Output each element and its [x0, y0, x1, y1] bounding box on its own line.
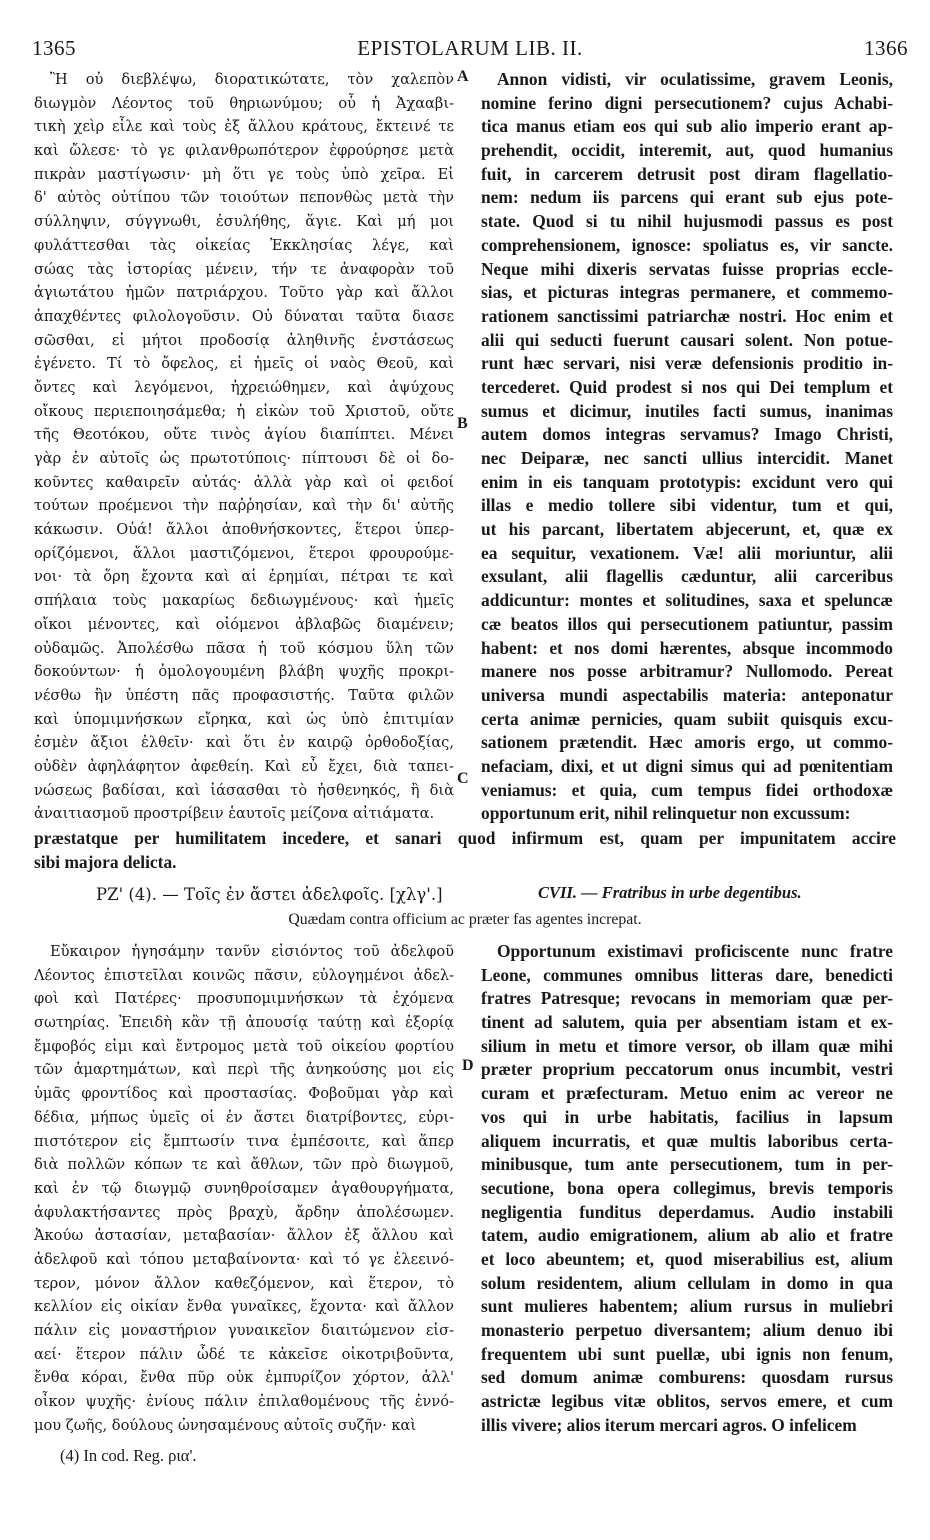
text-line: sibi majora delicta.	[34, 851, 177, 872]
margin-marker-b: B	[457, 415, 468, 432]
text-line: πάλιν εἰς μοναστήριον γυναικεῖον διαιτώμενον εἰσ-	[34, 1322, 454, 1339]
text-line: σπήλαια τοὺς μακαρίως δεδιωγμένους· καὶ ἡμεῖς	[34, 592, 454, 610]
text-line: τῶν ἁμαρτημάτων, καὶ περὶ τῆς ἀνηκούσης μοι εἰς	[34, 1061, 454, 1079]
text-line: πικρὰν μαστίγωσιν· μὴ ὅτι γε τοὺς ὑπὸ χεῖρα. Εἰ	[34, 165, 454, 183]
text-line: runt hæc servari, nisi veræ defensionis proditio in-	[481, 353, 893, 374]
text-line: ἀδελφοῦ καὶ τόπου μεταβαίνοντα· καὶ τό γε ἐλεεινό-	[34, 1250, 454, 1268]
text-line: νώσεως βαδίσαι, καὶ ἰάσασθαι τὸ ἠσθενηκός, ἢ διὰ	[34, 781, 454, 799]
text-line: Leone, communes omnibus litteras dare, benedicti	[481, 964, 893, 985]
text-line: φοὶ καὶ Πατέρες· προσυπομιμνήσκων τὰ ἐχόμενα	[34, 990, 454, 1008]
text-line: illis vivere; alios iterum mercari agros. O infelicem	[481, 1414, 857, 1435]
text-line: curam et præfecturam. Metuo enim ac vereor ne	[481, 1083, 893, 1104]
text-line: Annon vidisti, vir oculatissime, gravem Leonis,	[497, 69, 893, 89]
spanning-text	[34, 827, 896, 874]
text-line: Ἀκούω ἀστασίαν, μεταβασίαν· ἄλλον ἐξ ἄλλου καὶ	[34, 1227, 454, 1245]
text-line: τούτων προέμενοι τὴν παῤῥησίαν, καὶ τὴν δι' αὐτῆς	[34, 497, 454, 515]
text-line: καὶ ὤλεσε· τὸ γε φιλανθρωπότερον ἐφρούρησε μετὰ	[34, 142, 454, 160]
text-line: nem: nedum iis parcens qui erant sub ejus pote-	[481, 187, 893, 208]
text-line: præstatque per humilitatem incedere, et sanari quod infirmum est, quam per impunitatem accire	[34, 828, 896, 848]
margin-marker-d: D	[462, 1057, 474, 1074]
text-line: μου ζωῆς, δούλους ὠνησαμένους αὐτοῖς συζῆν· καὶ	[34, 1416, 417, 1434]
text-line: σύλληψιν, σύγγνωθι, ἐσυλήθης, ἅγιε. Καὶ μή μοι	[34, 213, 454, 231]
text-line: ea sequitur, vexationem. Væ! alii moriuntur, alii	[481, 542, 893, 563]
text-line: secutione, bona opera collegimus, brevis temporis	[481, 1177, 893, 1198]
text-line: veniamus: et quia, cum tempus fidei orthodoxæ	[481, 779, 893, 800]
text-line: οἶκον ψυχῆς· ἐνίους πάλιν ἐπιλαθομένους τῆς ἐννό-	[34, 1393, 454, 1411]
text-line: φυλάττεσθαι τὰς οἰκείας Ἐκκλησίας λέγε, καὶ	[34, 236, 454, 254]
text-line: τερον, μόνον ἄλλον καθεζόμενον, καὶ ἕτερον, τὸ	[34, 1274, 454, 1292]
text-line: certa animæ pernicies, quam subiit quisquis excu-	[481, 708, 893, 729]
text-line: ἁγιωτάτου ἡμῶν πατριάρχου. Τοῦτο γὰρ καὶ ἄλλοι	[34, 284, 454, 302]
margin-marker-a: A	[457, 68, 469, 85]
text-line: manere nos posse arbitramur? Nullomodo. Pereat	[481, 661, 893, 682]
text-line: monasterio perpetuo diversantem; alium denuo ibi	[481, 1320, 893, 1340]
text-line: ἀναιτιασμοῦ προστρίβειν ἑαυτοῖς μείζονα αἰτιάματα.	[34, 805, 435, 823]
text-line: οἴκους περιεποιησάμεθα; ἡ εἰκὼν τοῦ Χριστοῦ, οὔτε	[34, 402, 454, 420]
text-line: Λέοντος ἐπιστεῖλαι κοινῶς πᾶσιν, εὐλογημένοι ἀδελ-	[34, 966, 454, 984]
running-title: EPISTOLARUM LIB. II.	[357, 36, 583, 60]
section-heading-latin: CVII. — Fratribus in urbe degentibus.	[538, 883, 802, 902]
footnote: (4) In cod. Reg. ρια'.	[60, 1446, 197, 1465]
text-line: κάκωσιν. Οὐά! ἄλλοι ἀποθνήσκοντες, ἕτεροι ὑπερ-	[34, 521, 454, 539]
text-line: Εὔκαιρον ἡγησάμην τανῦν εἰσιόντος τοῦ ἀδελφοῦ	[50, 943, 454, 960]
text-line: διωγμὸν Λέοντος τοῦ θηριωνύμου; οὗ ἡ Ἀχααβι-	[34, 94, 454, 112]
text-line: δ' αὐτὸς οὐτίπου τῶν τοιούτων πεπονθὼς μετὰ τὴν	[34, 189, 454, 207]
text-line: autem domos integras servamus? Imago Christi,	[481, 424, 893, 445]
text-line: nomine ferino digni persecutionem? cujus Achabi-	[481, 92, 893, 113]
text-line: τῆς Θεοτόκου, οὔτε τινὸς ἁγίου διαπίπτει. Μένει	[34, 426, 454, 444]
text-line: nefaciam, dixi, et ut digni simus qui ad pœnitentiam	[481, 755, 893, 776]
text-line: δέδια, μήπως ὑμεῖς οἱ ἐν ἄστει διατρίβοντες, εὐρι-	[34, 1108, 454, 1126]
text-line: κελλίον εἰς οἰκίαν ἔνθα γυναῖκες, ἔχοντα· καὶ ἄλλον	[34, 1298, 454, 1316]
text-line: vos qui in urbe habitatis, facilius in lapsum	[481, 1106, 893, 1127]
running-header	[32, 36, 908, 64]
text-line: minibusque, tum ante persecutionem, tum in per-	[481, 1154, 893, 1175]
text-line: tinent ad salutem, quia per absentiam istam et ex-	[481, 1012, 893, 1033]
latin-column-top	[481, 68, 893, 826]
text-line: ορίζόμενοι, ἄλλοι μαστιζόμενοι, ἕτεροι φρουρούμε-	[34, 544, 454, 562]
text-line: sumus et dicimur, inutiles facti sumus, inanimas	[481, 400, 893, 421]
text-line: negligentia funditus deperdamus. Audio instabili	[481, 1201, 893, 1222]
text-line: πιστότερον εἰς ἔμπτωσίν τινα ἐμπέσοιτε, καὶ ἅπερ	[34, 1132, 454, 1150]
page-number-right: 1366	[864, 36, 908, 60]
text-line: Neque mihi dixeris servatas fuisse proprias eccle-	[481, 258, 893, 279]
text-line: alii qui seducti fuerunt causari solent. Non potue-	[481, 329, 893, 350]
text-line: tica manus etiam eos qui sub alio imperio erant ap-	[481, 116, 893, 137]
text-line: sias, et picturas integras permanere, et commemo-	[481, 282, 893, 303]
text-line: γὰρ ἐν αὐτοῖς ὡς πρωτοτύποις· πίπτουσι δὲ οἱ δο-	[34, 450, 454, 467]
text-line: state. Quod si tu nihil hujusmodi passus es post	[481, 211, 893, 232]
text-line: ἀπαχθέντες φιλολογοῦσιν. Οὐ δύναται ταῦτα διασε	[34, 307, 454, 325]
margin-marker-c: C	[457, 770, 469, 787]
text-line: silium in metu et timore versor, ob illam quæ mihi	[481, 1035, 893, 1056]
text-line: ut his parcant, libertatem abjecerunt, et, quæ ex	[481, 519, 893, 540]
section-subheading: Quædam contra officium ac præter fas agentes increpat.	[288, 911, 642, 928]
text-line: universa mundi aspectabilis materia: anteponatur	[481, 684, 893, 705]
text-line: σωτηρίας. Ἐπειδὴ κἂν τῇ ἀπουσίᾳ ταύτῃ καὶ ἐξορίᾳ	[34, 1014, 454, 1032]
greek-column-bottom	[34, 940, 454, 1437]
text-line: Ἢ οὐ διεβλέψω, διορατικώτατε, τὸν χαλεπὸν	[50, 71, 454, 88]
text-line: sationem prætendit. Hæc amoris ergo, ut commo-	[481, 732, 893, 753]
text-line: fratres Patresque; revocans in memoriam quæ per-	[481, 988, 893, 1009]
text-line: prehendit, occidit, interemit, aut, quod humanius	[481, 140, 893, 161]
text-line: solum residentem, alium cellulam in domo in qua	[481, 1272, 893, 1293]
text-line: οὐδαμῶς. Ἀπολέσθω πᾶσα ἡ τοῦ κόσμου ὕλη τῶν	[34, 639, 454, 657]
text-line: ἀφυλακτήσαντες πρὸς βραχὺ, ἄρδην ἀπολέσωμεν.	[34, 1203, 454, 1221]
text-line: αεί· ἕτερον πάλιν ὧδέ τε κἀκεῖσε οἰκοτριβοῦντα,	[34, 1345, 454, 1363]
text-line: οἴκοι μένοντες, καὶ οἰόμενοι ἀβλαβῶς διαμένειν;	[34, 615, 454, 633]
text-line: illas e medio tollere sibi videntur, tum et qui,	[481, 495, 893, 516]
text-line: tatem, audio emigrationem, alium ab alio et fratre	[481, 1225, 893, 1246]
text-line: addicuntur: montes et solitudines, saxa et speluncæ	[481, 590, 893, 611]
text-line: ἐσμὲν ἄξιοι ἐλθεῖν· καὶ ὅτι ἐν καιρῷ ὀρθοδοξίας,	[34, 734, 454, 752]
text-line: sed domum animæ comburens: quosdam rursus	[481, 1367, 893, 1388]
text-line: comprehensionem, ignosce: spoliatus es, vir sancte.	[481, 234, 893, 255]
text-line: Opportunum existimavi proficiscente nunc fratre	[497, 941, 893, 961]
text-line: ὑμᾶς φροντίδος καὶ προστασίας. Φοβοῦμαι γὰρ καὶ	[34, 1085, 454, 1103]
text-line: nec Deiparæ, nec sancti ullius intercidit. Manet	[481, 448, 893, 468]
text-line: rationem sanctissimi patriarchæ nostri. Hoc enim et	[481, 305, 893, 326]
text-line: aliquem incurratis, et quæ multis laboribus certa-	[481, 1130, 893, 1151]
section-heading-greek: ΡΖ' (4). — Τοῖς ἐν ἄστει ἀδελφοῖς. [χλγ'.]	[96, 885, 443, 904]
text-line: ὄντες καὶ λεγόμενοι, ἠχρειώθημεν, καὶ ἀψύχους	[34, 378, 454, 396]
latin-column-bottom	[481, 940, 893, 1437]
text-line: cæ beatos illos qui persecutionem patiuntur, passim	[481, 613, 893, 634]
text-line: νέσθω ἣν ὑπέστη πᾶς προφασιστής. Ταῦτα φιλῶν	[34, 686, 454, 704]
text-line: habent: et nos domi hærentes, absque incommodo	[481, 637, 893, 658]
text-line: δοκούντων· ἡ ὁμολογουμένη βλάβη ψυχῆς προκρι-	[34, 663, 454, 681]
text-line: exsulant, alii flagellis cæduntur, alii carceribus	[481, 566, 893, 587]
text-line: enim in eis tanquam prototypis: excidunt vero qui	[481, 471, 893, 492]
text-line: fuit, in carcerem detrusit post diram flagellatio-	[481, 163, 893, 184]
text-line: καὶ ἐν τῷ διωγμῷ συνηθροίσαμεν ἀγαθουργήματα,	[34, 1179, 454, 1197]
text-line: τικὴ χεὶρ εἷλε καὶ τοὺς ἐξ ἄλλου κράτους, ἔκτεινέ τε	[34, 118, 454, 136]
text-line: et loco abeuntem; et, quod miserabilius est, alium	[481, 1248, 893, 1269]
text-line: frequentem ubi sunt puellæ, ubi ignis non fenum,	[481, 1343, 893, 1364]
text-line: præter proprium peccatorum onus incumbit, vestri	[481, 1059, 893, 1080]
text-line: καὶ ὑπομιμνήσκων εἴρηκα, καὶ ὡς ὑπὸ ἐπιτιμίαν	[34, 710, 454, 728]
text-line: κοῦντες καθαιρεῖν αὐτάς· ἀλλὰ γὰρ καὶ οἱ φειδοί	[34, 473, 454, 491]
page-number-left: 1365	[32, 36, 76, 60]
text-line: σώας τὰς ἱστορίας μένειν, τήν τε ἀναφορὰν τοῦ	[34, 260, 454, 278]
text-line: ἔνθα κόραι, ἔνθα πῦρ οὐκ ἐμπυρίζον χόρτον, ἀλλ'	[34, 1369, 454, 1387]
text-line: διὰ πολλῶν κόπων τε καὶ ἄθλων, τῶν πρὸ διωγμοῦ,	[34, 1156, 454, 1174]
text-line: astrictæ legibus vitæ oblitos, servos emere, et cum	[481, 1391, 893, 1412]
text-line: sunt mulieres habentem; alium rursus in muliebri	[481, 1296, 893, 1317]
text-line: σῶσθαι, εἰ μήτοι προδοσίᾳ ἀληθινῆς ἐνστάσεως	[34, 331, 454, 349]
text-line: ἔμφοβός εἰμι καὶ ἔντρομος μετὰ τοῦ οἰκείου φορτίου	[34, 1037, 454, 1055]
text-line: tercederet. Quid prodest si nos qui Dei templum et	[481, 376, 893, 397]
text-line: opportunum erit, nihil relinquetur non excussum:	[481, 803, 851, 824]
text-line: νοι· τὰ ὄρη ἔχοντα καὶ αἱ ἐρημίαι, πέτραι τε καὶ	[34, 568, 454, 586]
greek-column-top	[34, 68, 454, 826]
text-line: οὐδὲν ἀφηλάφητον ἀφεθείη. Καὶ εὖ ἔχει, διὰ ταπει-	[34, 757, 454, 775]
text-line: ἐγένετο. Τί τὸ ὄφελος, εἰ ἡμεῖς οἱ ναὸς Θεοῦ, καὶ	[34, 355, 454, 373]
